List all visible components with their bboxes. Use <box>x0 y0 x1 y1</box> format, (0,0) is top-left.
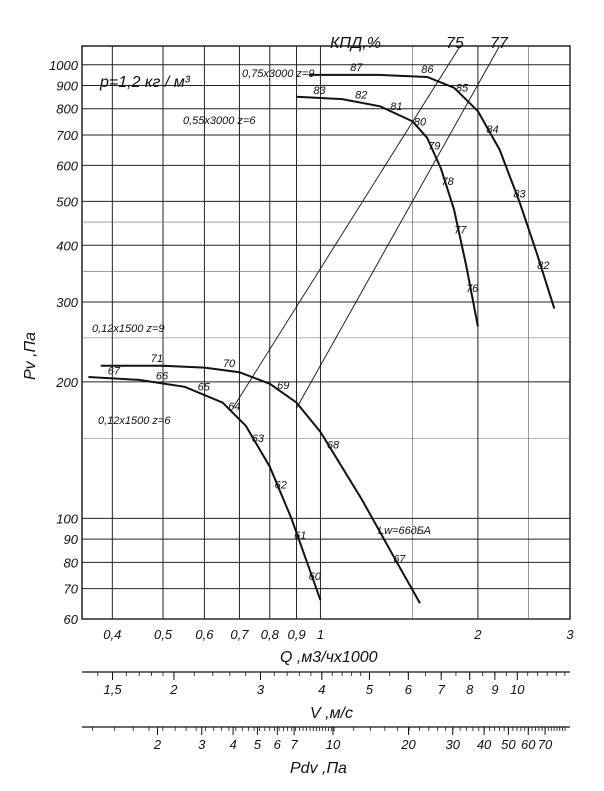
efficiency-point-label: 62 <box>274 479 287 492</box>
efficiency-point-label: 80 <box>413 116 427 129</box>
dynamic-pressure-tick-label: 30 <box>445 737 460 752</box>
series-label-012x1500-z6: 0,12x1500 z=6 <box>98 415 171 427</box>
dynamic-pressure-tick-label: 20 <box>401 737 416 752</box>
noise-annotation: Lw=66дБА <box>378 525 431 537</box>
density-label: p=1,2 кг / м³ <box>100 74 191 91</box>
y-tick-label: 800 <box>56 101 78 117</box>
y-tick-label: 600 <box>56 158 78 174</box>
y-tick-label: 70 <box>63 581 78 597</box>
efficiency-point-label: 67 <box>393 553 406 566</box>
efficiency-point-label: 82 <box>537 260 550 273</box>
y-tick-label: 200 <box>56 374 78 390</box>
x-tick-label: 0,4 <box>103 627 122 642</box>
dynamic-pressure-tick-label: 4 <box>229 737 237 752</box>
velocity-axis-label: V ,м/с <box>310 705 353 722</box>
y-tick-label: 700 <box>56 128 78 144</box>
dynamic-pressure-tick-label: 5 <box>253 737 262 752</box>
efficiency-mark-75: 75 <box>446 35 464 52</box>
efficiency-point-label: 60 <box>308 570 321 583</box>
efficiency-point-label: 63 <box>251 433 265 446</box>
velocity-tick-label: 10 <box>510 682 525 697</box>
efficiency-point-label: 65 <box>197 381 210 394</box>
velocity-tick-label: 8 <box>466 682 474 697</box>
efficiency-point-label: 79 <box>428 140 441 153</box>
velocity-tick-label: 4 <box>318 682 326 697</box>
efficiency-point-label: 85 <box>455 82 469 95</box>
velocity-tick-label: 2 <box>170 682 178 697</box>
x-tick-label: 1 <box>316 627 325 642</box>
dynamic-pressure-tick-label: 60 <box>521 737 536 752</box>
performance-curve <box>101 366 420 603</box>
y-tick-label: 900 <box>56 78 78 94</box>
velocity-tick-label: 1,5 <box>103 682 122 697</box>
x-tick-label: 3 <box>566 627 574 642</box>
series-label-055x3000: 0,55x3000 z=6 <box>183 115 256 127</box>
dynamic-pressure-tick-label: 6 <box>273 737 281 752</box>
x-tick-label: 0,8 <box>260 627 279 642</box>
y-tick-label: 1000 <box>49 57 78 73</box>
dynamic-pressure-tick-label: 3 <box>198 737 206 752</box>
y-tick-label: 90 <box>63 532 78 548</box>
efficiency-point-label: 76 <box>466 283 479 296</box>
efficiency-point-label: 71 <box>150 352 164 365</box>
dynamic-pressure-axis-label: Pdv ,Па <box>290 760 347 777</box>
velocity-tick-label: 7 <box>437 682 445 697</box>
efficiency-point-label: 70 <box>222 357 236 370</box>
dynamic-pressure-tick-label: 2 <box>153 737 162 752</box>
series-label-075x3000: 0,75x3000 z=9 <box>242 68 315 80</box>
x-tick-label: 0,5 <box>153 627 173 642</box>
performance-curve <box>297 97 478 327</box>
velocity-tick-label: 5 <box>365 682 374 697</box>
x-tick-label: 0,9 <box>287 627 306 642</box>
y-tick-label: 300 <box>56 294 78 310</box>
efficiency-point-label: 84 <box>486 123 499 136</box>
efficiency-point-label: 64 <box>228 401 241 414</box>
x-tick-label: 2 <box>474 627 482 642</box>
efficiency-point-label: 67 <box>107 365 120 378</box>
efficiency-point-label: 61 <box>294 529 307 542</box>
x-tick-label: 0,7 <box>230 627 249 642</box>
x-axis-label: Q ,м3/чх1000 <box>280 649 378 666</box>
axis-ticks <box>49 58 574 752</box>
efficiency-axis-label: КПД,% <box>330 35 381 52</box>
dynamic-pressure-tick-label: 70 <box>537 737 553 752</box>
velocity-tick-label: 6 <box>404 682 412 697</box>
efficiency-point-label: 87 <box>350 61 363 74</box>
y-tick-label: 80 <box>63 555 78 571</box>
efficiency-point-label: 83 <box>313 84 326 97</box>
dynamic-pressure-tick-label: 50 <box>501 737 516 752</box>
y-tick-label: 500 <box>56 194 78 210</box>
efficiency-mark-77: 77 <box>490 35 508 52</box>
efficiency-point-label: 86 <box>421 63 434 76</box>
y-tick-label: 60 <box>63 612 78 627</box>
velocity-tick-label: 3 <box>256 682 265 697</box>
efficiency-point-label: 77 <box>454 224 467 237</box>
efficiency-point-label: 78 <box>441 176 454 189</box>
dynamic-pressure-tick-label: 40 <box>476 737 492 752</box>
efficiency-point-label: 66 <box>155 370 169 383</box>
efficiency-point-label: 83 <box>513 188 526 201</box>
x-tick-label: 0,6 <box>195 627 214 642</box>
efficiency-point-label: 82 <box>355 89 368 102</box>
velocity-tick-label: 9 <box>491 682 499 697</box>
efficiency-point-label: 81 <box>390 100 403 113</box>
efficiency-point-label: 69 <box>277 380 290 393</box>
series-label-012x1500-z9: 0,12x1500 z=9 <box>92 323 165 335</box>
dynamic-pressure-tick-label: 10 <box>325 737 341 752</box>
y-axis-label: Pv ,Па <box>22 331 39 380</box>
y-tick-label: 400 <box>56 238 78 254</box>
dynamic-pressure-tick-label: 7 <box>290 737 298 752</box>
y-tick-label: 100 <box>56 511 78 527</box>
efficiency-point-label: 68 <box>326 439 340 452</box>
